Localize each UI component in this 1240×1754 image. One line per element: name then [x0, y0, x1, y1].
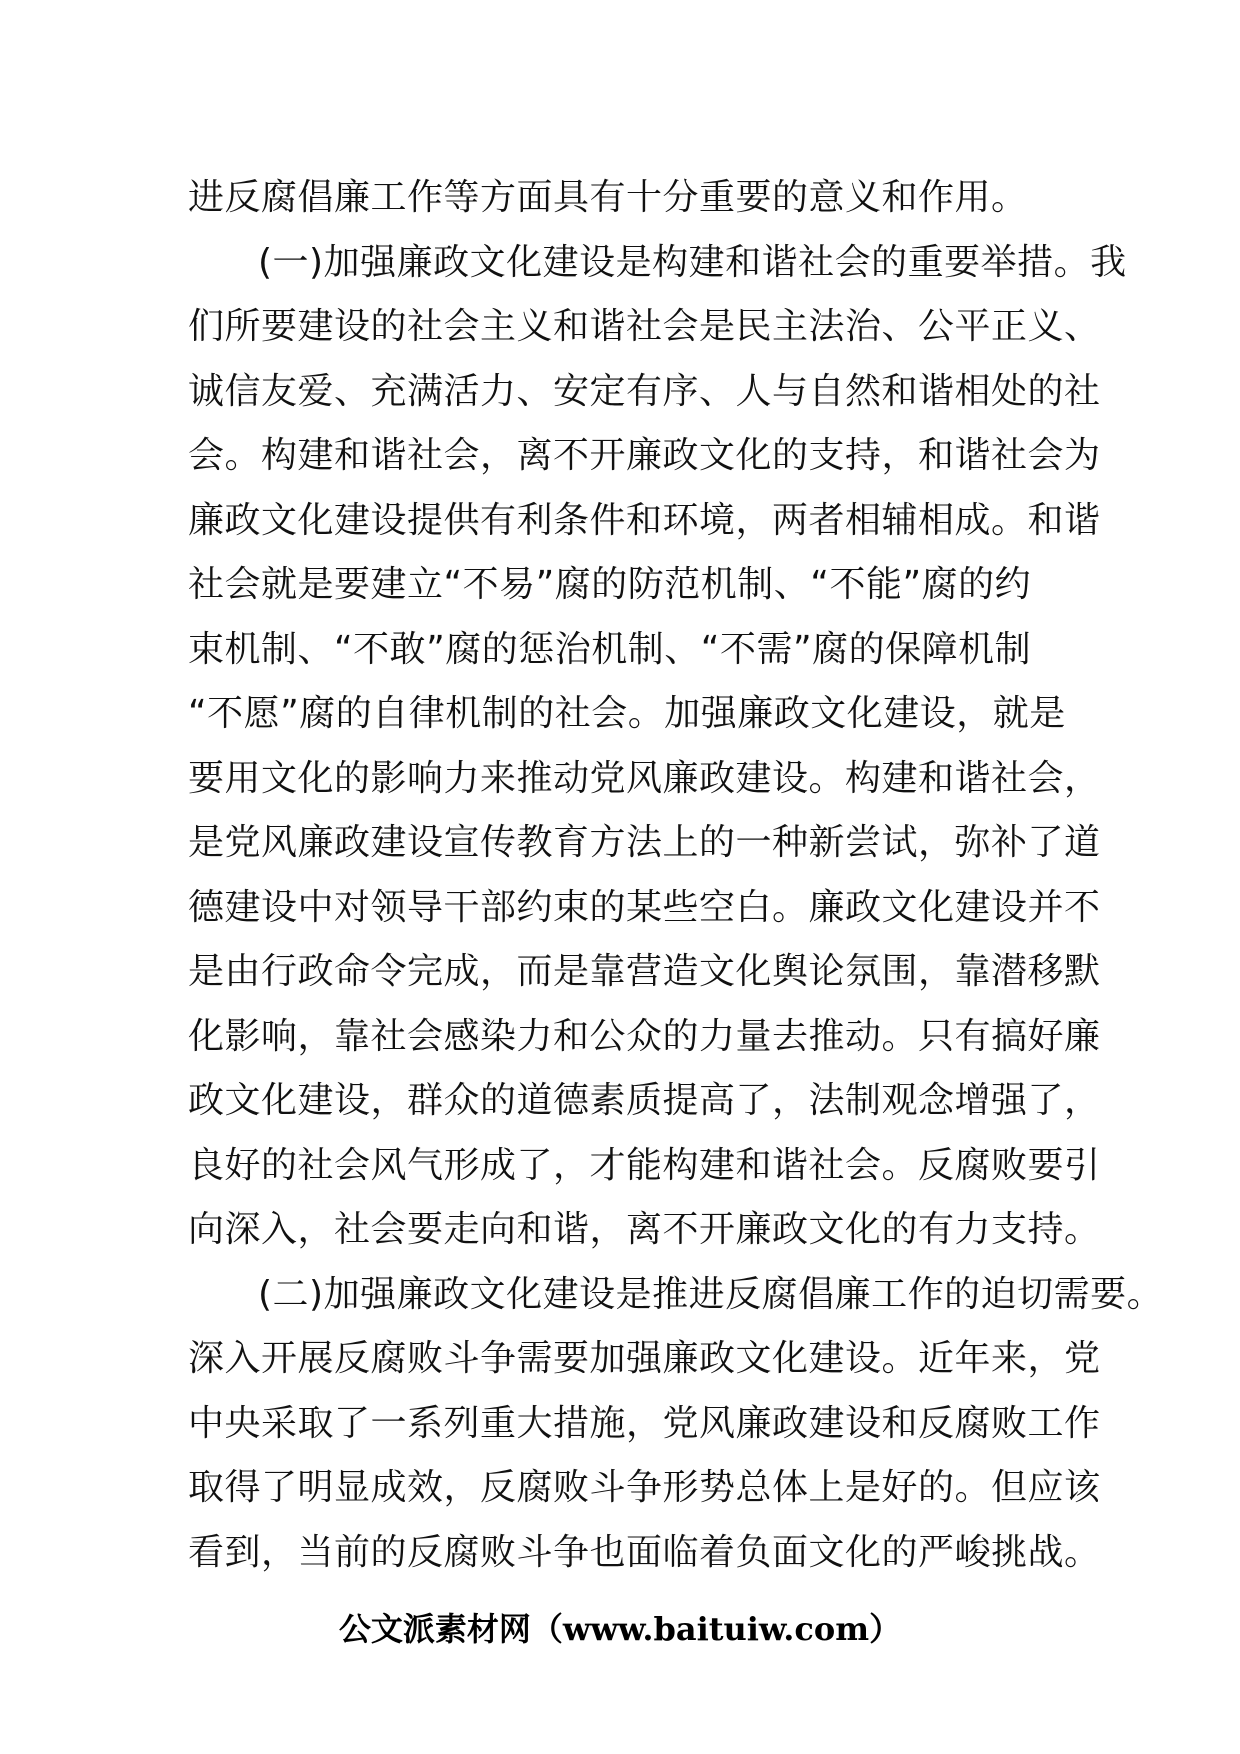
text-line: “不愿”腐的自律机制的社会。加强廉政文化建设，就是 — [188, 693, 1066, 734]
text-line: 是由行政命令完成，而是靠营造文化舆论氛围，靠潜移默 — [188, 951, 1101, 992]
text-line: 诚信友爱、充满活力、安定有序、人与自然和谐相处的社 — [188, 370, 1101, 412]
text-line: 中央采取了一系列重大措施，党风廉政建设和反腐败工作 — [188, 1402, 1101, 1444]
text-line: 取得了明显成效，反腐败斗争形势总体上是好的。但应该 — [188, 1467, 1101, 1508]
text-line: 们所要建设的社会主义和谐社会是民主法治、公平正义、 — [188, 306, 1101, 347]
paragraph-heading-2: (二)加强廉政文化建设是推进反腐倡廉工作的迫切需要。 — [258, 1273, 1164, 1315]
text-line: 向深入，社会要走向和谐，离不开廉政文化的有力支持。 — [188, 1209, 1101, 1250]
page-footer: 公文派素材网（www.baituiw.com） — [338, 1610, 902, 1648]
text-line: 看到，当前的反腐败斗争也面临着负面文化的严峻挑战。 — [188, 1531, 1101, 1573]
text-line: 化影响，靠社会感染力和公众的力量去推动。只有搞好廉 — [188, 1015, 1101, 1057]
paragraph-heading-1: (一)加强廉政文化建设是构建和谐社会的重要举措。我 — [258, 241, 1127, 283]
text-line: 束机制、“不敢”腐的惩治机制、“不需”腐的保障机制 — [188, 628, 1032, 670]
text-line: 社会就是要建立“不易”腐的防范机制、“不能”腐的约 — [188, 564, 1032, 605]
text-line: 廉政文化建设提供有利条件和环境，两者相辅相成。和谐 — [188, 499, 1101, 541]
text-line: 深入开展反腐败斗争需要加强廉政文化建设。近年来，党 — [188, 1338, 1101, 1379]
text-line: 良好的社会风气形成了，才能构建和谐社会。反腐败要引 — [188, 1144, 1101, 1186]
text-line: 德建设中对领导干部约束的某些空白。廉政文化建设并不 — [188, 886, 1101, 928]
text-line: 会。构建和谐社会，离不开廉政文化的支持，和谐社会为 — [188, 435, 1101, 476]
document-body — [188, 166, 1164, 1585]
text-line: 要用文化的影响力来推动党风廉政建设。构建和谐社会， — [188, 757, 1101, 799]
text-line: 进反腐倡廉工作等方面具有十分重要的意义和作用。 — [188, 177, 1028, 218]
text-line: 是党风廉政建设宣传教育方法上的一种新尝试，弥补了道 — [188, 822, 1101, 863]
text-line: 政文化建设，群众的道德素质提高了，法制观念增强了， — [188, 1080, 1101, 1121]
